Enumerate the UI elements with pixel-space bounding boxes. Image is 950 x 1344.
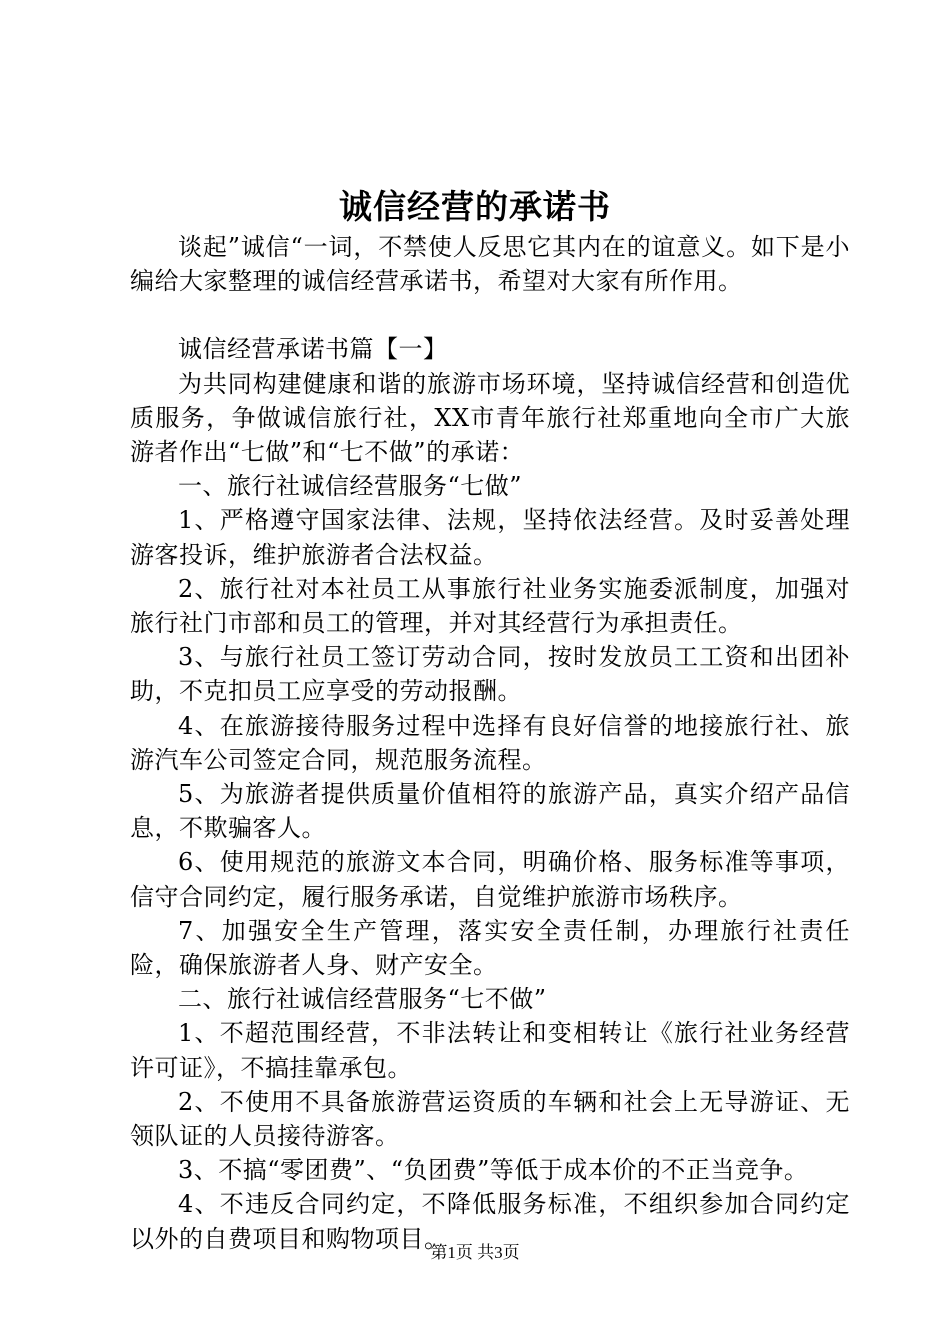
- page-indicator: 第1页 共3页: [430, 1243, 520, 1262]
- intro-paragraph: 谈起”诚信“一词，不禁使人反思它其内在的谊意义。如下是小编给大家整理的诚信经营承诺书，希望对大家有所作用。: [130, 233, 850, 296]
- body-paragraph: 2、旅行社对本社员工从事旅行社业务实施委派制度，加强对旅行社门市部和员工的管理，并对其经营行为承担责任。: [130, 574, 850, 638]
- section-subheading: 一、旅行社诚信经营服务“七做”: [178, 472, 523, 501]
- body-paragraph: 3、与旅行社员工签订劳动合同，按时发放员工工资和出团补助，不克扣员工应享受的劳动报酬。: [130, 643, 850, 706]
- paragraph-gap: [130, 298, 850, 332]
- body-paragraph: 1、严格遵守国家法律、法规，坚持依法经营。及时妥善处理游客投诉，维护旅游者合法权益。: [130, 506, 850, 569]
- body-paragraph: 4、在旅游接待服务过程中选择有良好信誉的地接旅行社、旅游汽车公司签定合同，规范服务流程。: [130, 711, 850, 774]
- body-paragraph: 6、使用规范的旅游文本合同，明确价格、服务标准等事项，信守合同约定，履行服务承诺，自觉维护旅游市场秩序。: [130, 848, 850, 911]
- document-body: [130, 230, 850, 1256]
- body-paragraph: 1、不超范围经营，不非法转让和变相转让《旅行社业务经营许可证》，不搞挂靠承包。: [130, 1019, 850, 1082]
- section-subheading: 二、旅行社诚信经营服务“七不做”: [178, 985, 547, 1014]
- body-paragraph: 2、不使用不具备旅游营运资质的车辆和社会上无导游证、无领队证的人员接待游客。: [130, 1087, 850, 1151]
- body-paragraph: 5、为旅游者提供质量价值相符的旅游产品，真实介绍产品信息，不欺骗客人。: [130, 780, 850, 843]
- section-heading: 诚信经营承诺书篇【一】: [178, 335, 448, 364]
- body-paragraph: 7、加强安全生产管理，落实安全责任制，办理旅行社责任险，确保旅游者人身、财产安全。: [130, 916, 850, 980]
- body-paragraph: 为共同构建健康和谐的旅游市场环境，坚持诚信经营和创造优质服务，争做诚信旅行社，XX市青年旅行社郑重地向全市广大旅游者作出“七做”和“七不做”的承诺：: [130, 369, 850, 467]
- document-title: 诚信经营的承诺书: [339, 187, 611, 226]
- body-paragraph: 4、不违反合同约定，不降低服务标准，不组织参加合同约定以外的自费项目和购物项目。: [130, 1190, 850, 1253]
- body-paragraph: 3、不搞“零团费”、“负团费”等低于成本价的不正当竞争。: [178, 1156, 809, 1185]
